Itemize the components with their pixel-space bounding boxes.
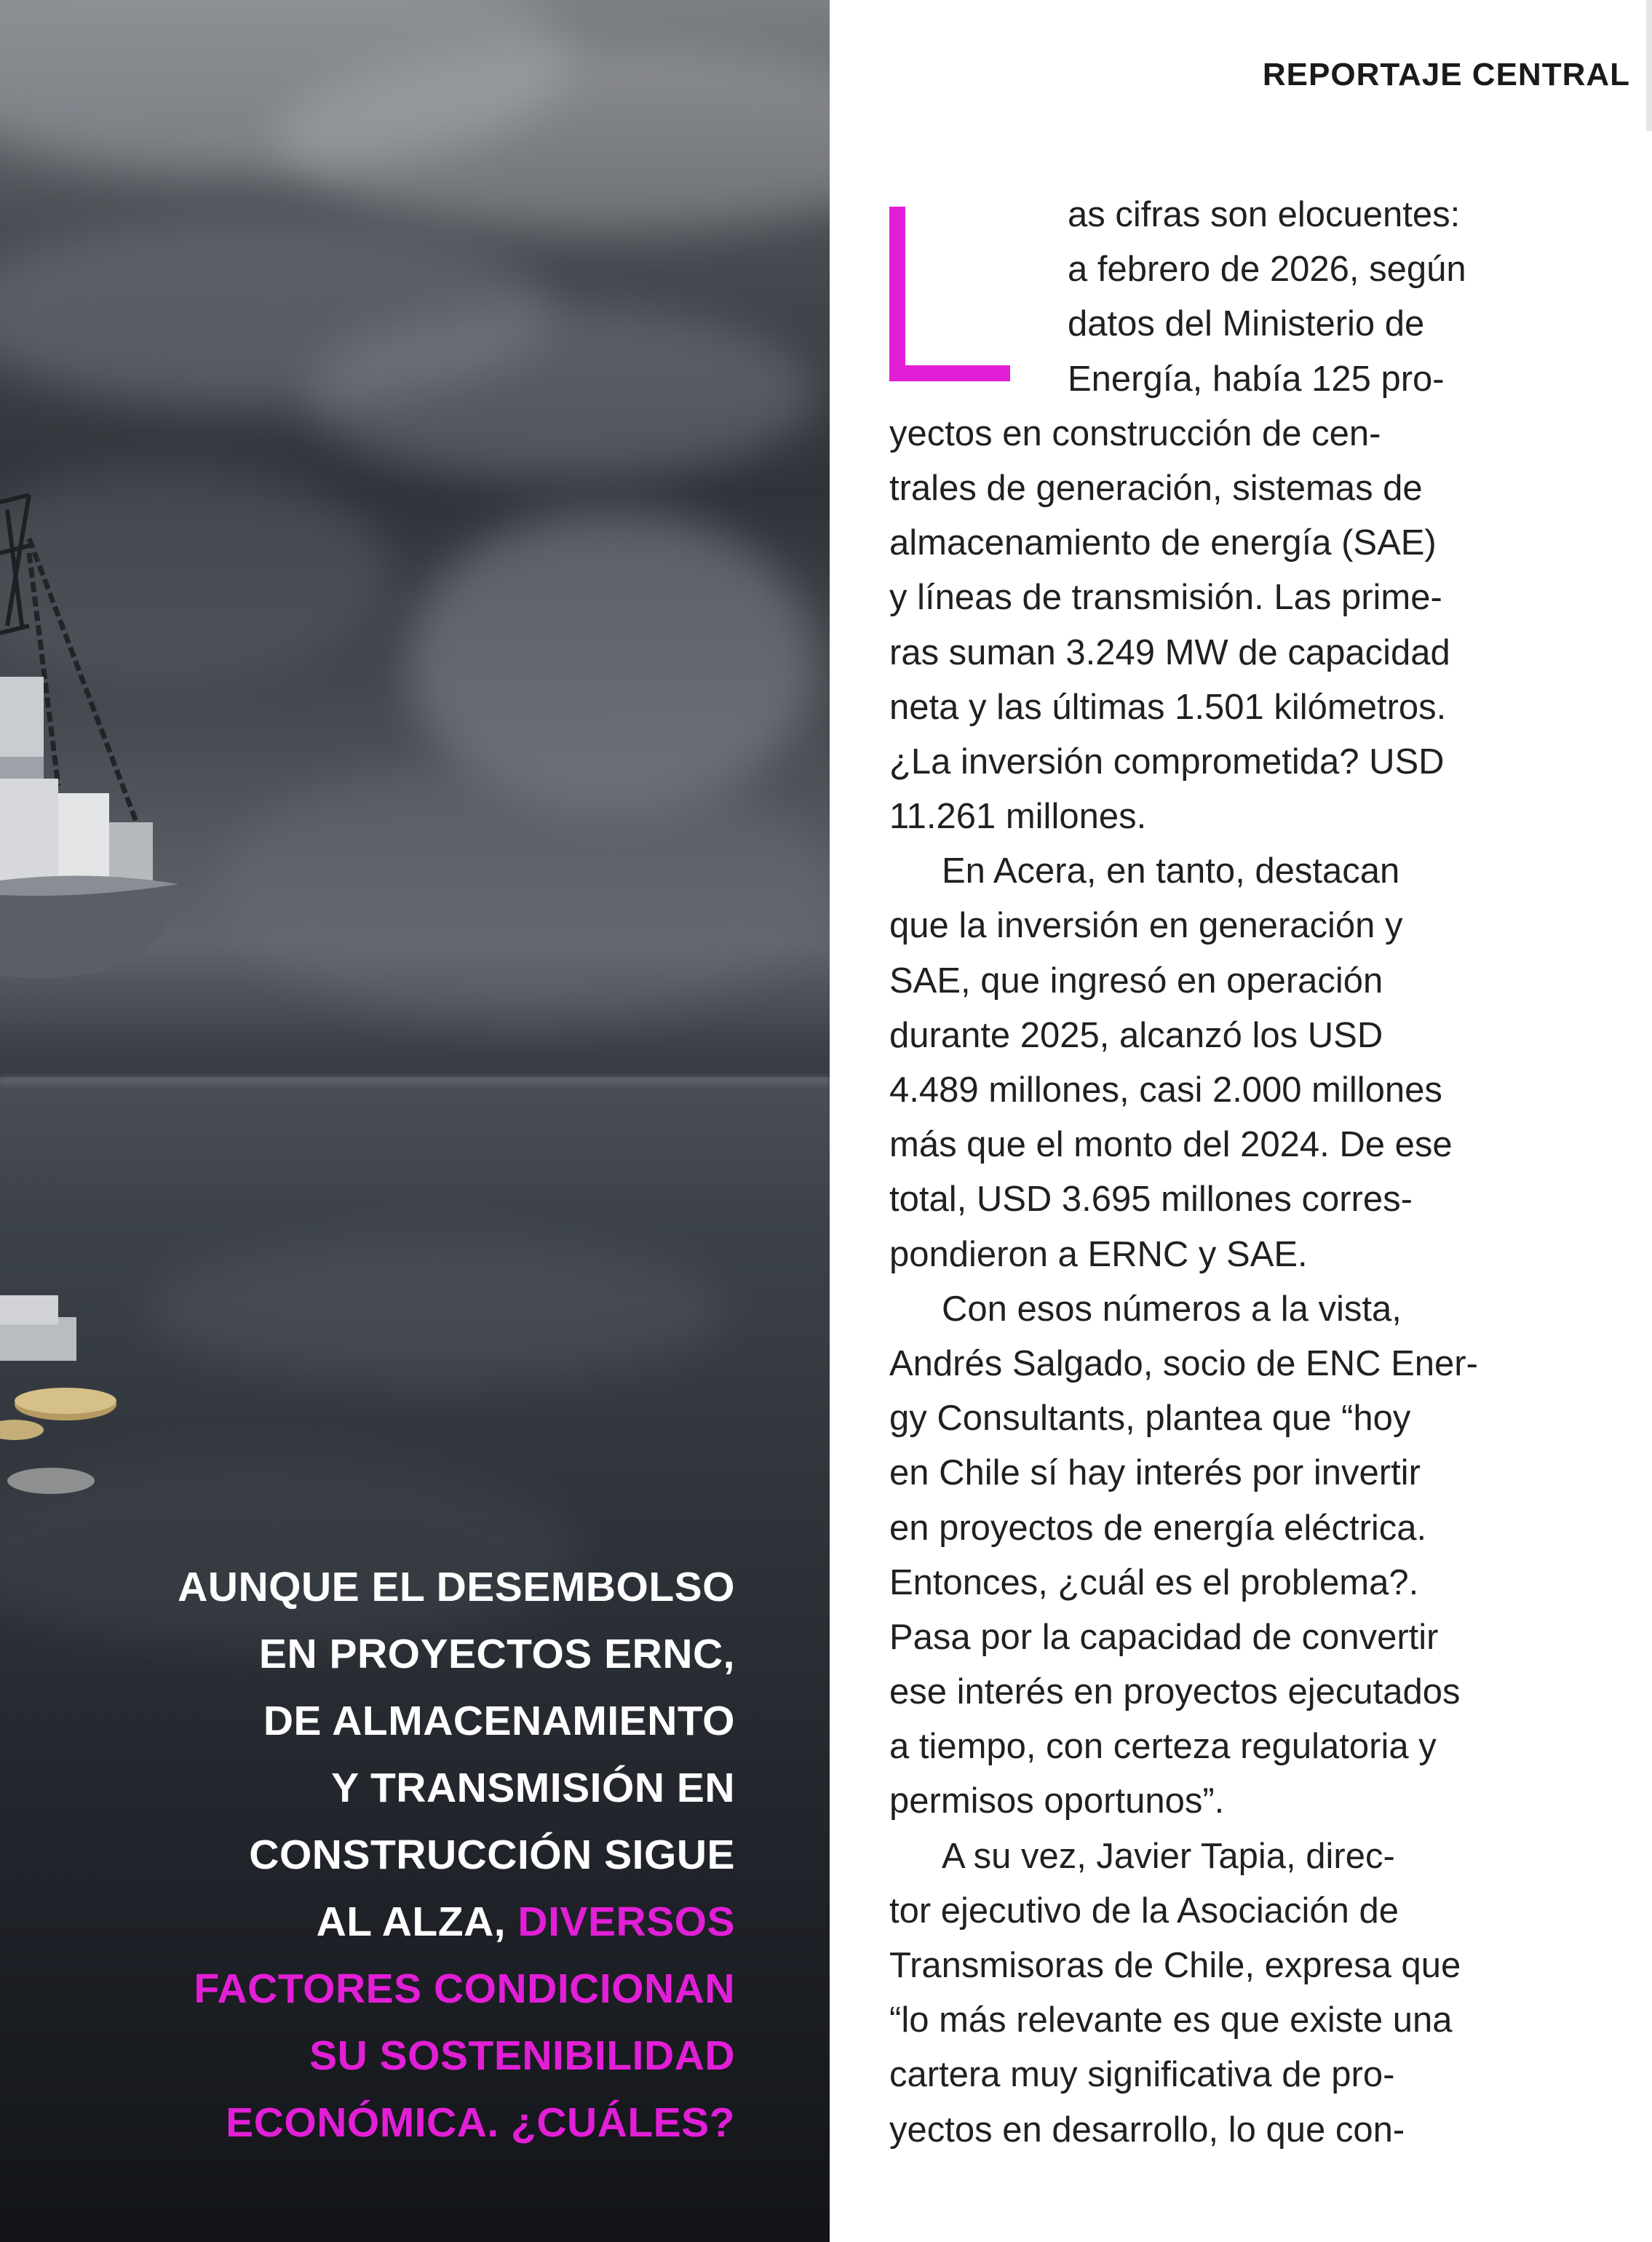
pull-quote-line-pink: SU SOSTENIBILIDAD [309, 2032, 735, 2079]
body-line: tor ejecutivo de la Asociación de [889, 1891, 1399, 1931]
body-line: Andrés Salgado, socio de ENC Ener- [889, 1343, 1478, 1383]
body-line: a tiempo, con certeza regulatoria y [889, 1727, 1437, 1767]
body-line: pondieron a ERNC y SAE. [889, 1234, 1308, 1274]
body-line: durante 2025, alcanzó los USD [889, 1015, 1383, 1055]
body-line: en Chile sí hay interés por invertir [889, 1453, 1421, 1493]
body-line: yectos en construcción de cen- [889, 413, 1381, 453]
pull-quote-pink-fragment: DIVERSOS [517, 1899, 735, 1945]
pull-quote-line: Y TRANSMISIÓN EN [331, 1765, 735, 1811]
body-line: as cifras son elocuentes: [1068, 195, 1461, 234]
pull-quote-line-pink: ECONÓMICA. ¿CUÁLES? [226, 2099, 735, 2146]
pull-quote-line: AUNQUE EL DESEMBOLSO [178, 1564, 735, 1610]
body-line: datos del Ministerio de [1068, 304, 1425, 344]
article-body [889, 188, 1617, 2158]
page-edge-rule [1646, 0, 1652, 131]
pull-quote-line: CONSTRUCCIÓN SIGUE [249, 1832, 735, 1878]
body-line: En Acera, en tanto, destacan [942, 851, 1400, 891]
section-title: REPORTAJE CENTRAL [1262, 57, 1630, 92]
body-line: que la inversión en generación y [889, 906, 1403, 946]
body-line: Entonces, ¿cuál es el problema?. [889, 1562, 1419, 1602]
pull-quote-line-pink: FACTORES CONDICIONAN [194, 1965, 735, 2012]
pull-quote-line [131, 1888, 735, 1955]
body-line: A su vez, Javier Tapia, direc- [942, 1836, 1395, 1876]
body-line: a febrero de 2026, según [1068, 250, 1466, 290]
body-line: Transmisoras de Chile, expresa que [889, 1946, 1461, 1985]
body-line: total, USD 3.695 millones corres- [889, 1180, 1413, 1220]
body-line: 11.261 millones. [889, 797, 1147, 837]
body-line: más que el monto del 2024. De ese [889, 1125, 1453, 1165]
body-line: gy Consultants, plantea que “hoy [889, 1399, 1411, 1439]
body-line: cartera muy significativa de pro- [889, 2055, 1395, 2095]
body-line: trales de generación, sistemas de [889, 468, 1423, 508]
body-line: Energía, había 125 pro- [1068, 359, 1445, 399]
body-line: neta y las últimas 1.501 kilómetros. [889, 687, 1447, 727]
body-line: Con esos números a la vista, [942, 1289, 1402, 1329]
body-line: 4.489 millones, casi 2.000 millones [889, 1070, 1442, 1110]
body-line: almacenamiento de energía (SAE) [889, 523, 1437, 563]
body-line: en proyectos de energía eléctrica. [889, 1508, 1427, 1548]
body-line: SAE, que ingresó en operación [889, 961, 1383, 1001]
body-line: Pasa por la capacidad de convertir [889, 1617, 1439, 1657]
pull-quote [131, 1554, 735, 2156]
body-line: ras suman 3.249 MW de capacidad [889, 632, 1450, 672]
body-line: “lo más relevante es que existe una [889, 2000, 1453, 2040]
body-line: ese interés en proyectos ejecutados [889, 1672, 1461, 1712]
body-line: y líneas de transmisión. Las prime- [889, 578, 1442, 618]
body-line: yectos en desarrollo, lo que con- [889, 2110, 1405, 2150]
pull-quote-line: DE ALMACENAMIENTO [263, 1698, 735, 1744]
balance-scale-illustration [0, 0, 830, 1601]
pull-quote-white-fragment: AL ALZA, [316, 1899, 507, 1945]
body-line: permisos oportunos”. [889, 1781, 1225, 1821]
pull-quote-line: EN PROYECTOS ERNC, [258, 1631, 735, 1677]
body-line: ¿La inversión comprometida? USD [889, 742, 1445, 782]
